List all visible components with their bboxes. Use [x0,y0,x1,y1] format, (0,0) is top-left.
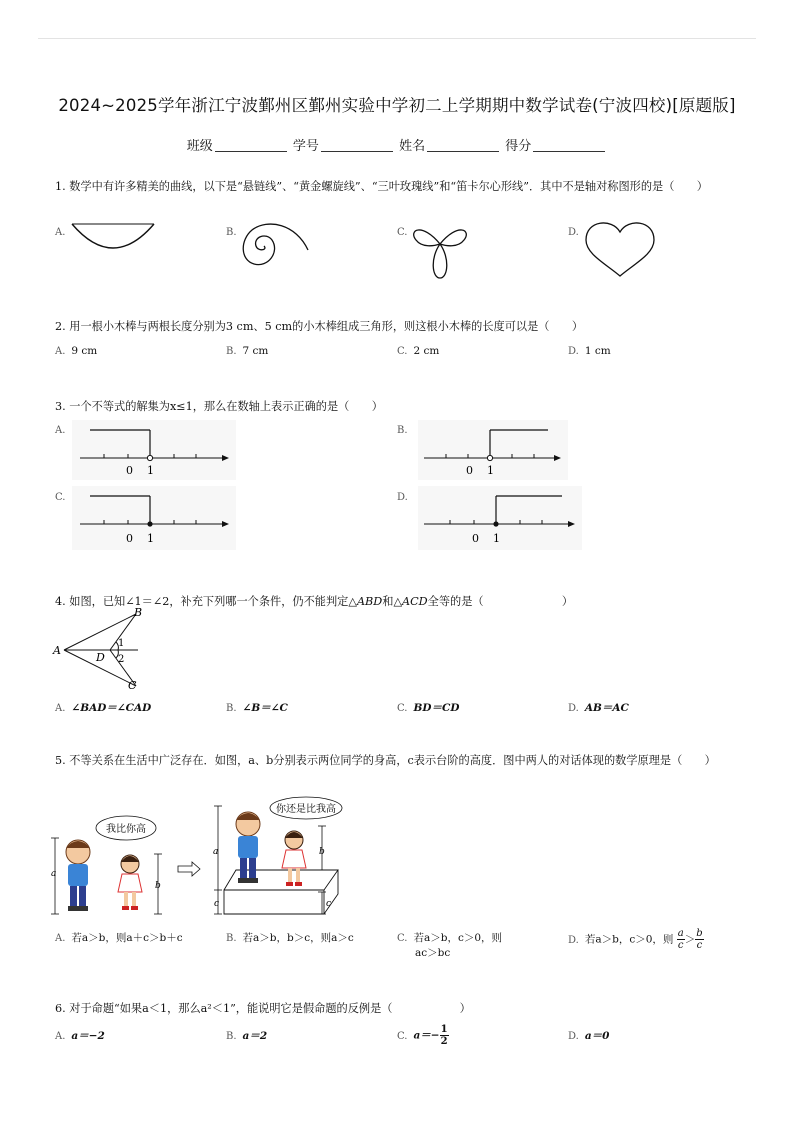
question-1 [55,178,754,195]
question-4: 4. 如图，已知∠1＝∠2，补充下列哪一个条件，仍不能判定△ABD和△ACD全等的是（ ） [55,595,574,608]
student-info-row [0,135,794,154]
height-comparison-illustration [48,796,378,922]
option-2a[interactable]: A. 9 cm [55,345,98,357]
golden-spiral-icon [238,220,318,274]
option-2d[interactable]: D. 1 cm [568,345,611,357]
question-text: 用一根小木棒与两根长度分别为3 cm、5 cm的小木棒组成三角形，则这根小木棒的长度可以是（ ） [69,320,584,333]
svg-text:C: C [128,679,137,692]
option-6a[interactable]: A. a＝−2 [55,1030,105,1042]
svg-text:c: c [214,899,220,909]
number-line-left-closed-icon [72,486,236,550]
svg-text:1: 1 [118,638,125,649]
top-divider [38,38,756,39]
question-number: 1. [55,180,66,193]
score-label: 得分 [505,139,532,154]
svg-text:c: c [326,899,332,909]
question-number: 5. [55,754,66,767]
svg-text:A: A [53,644,61,657]
question-number: 6. [55,1002,66,1015]
question-text: 不等关系在生活中广泛存在．如图，a、b分别表示两位同学的身高，c表示台阶的高度．图中两人的对话体现的数学原理是（ ） [69,754,716,767]
svg-text:b: b [155,881,161,891]
question-6 [55,1000,754,1017]
svg-text:b: b [319,847,325,857]
option-6c[interactable]: C. a＝− $\frac{1}{2}$ [397,1024,448,1047]
option-3a[interactable]: A. [55,425,66,436]
option-4c[interactable]: C. BD＝CD [397,702,460,714]
question-3 [55,398,754,415]
question-number: 4. [55,595,66,608]
question-number: 3. [55,400,66,413]
student-id-label: 学号 [292,139,319,154]
option-5b[interactable]: B. 若a＞b，b＞c，则a＞c [226,932,354,944]
option-6d[interactable]: D. a＝0 [568,1030,610,1042]
svg-text:你还是比我高: 你还是比我高 [276,804,336,815]
svg-text:1: 1 [487,464,494,477]
option-2c[interactable]: C. 2 cm [397,345,440,357]
score-blank[interactable] [533,137,605,152]
question-5 [55,752,754,769]
option-5d[interactable]: D. 若a＞b，c＞0，则 $\frac{a}{c}$ ＞ $\frac{b}{c}$ [568,928,703,951]
question-number: 2. [55,320,66,333]
option-1a[interactable]: A. [55,227,66,238]
svg-text:0: 0 [126,532,133,545]
option-3b[interactable]: B. [397,425,408,436]
option-5c[interactable]: C. 若a＞b，c＞0，则 ac＞bc [397,932,503,959]
svg-text:0: 0 [466,464,473,477]
catenary-curve-icon [70,222,156,262]
option-3c[interactable]: C. [55,492,66,503]
svg-text:1: 1 [147,532,154,545]
svg-text:D: D [96,651,105,664]
label-1: 1 [147,464,154,477]
number-line-right-open-icon [418,420,568,480]
svg-text:a: a [51,869,57,879]
option-1b[interactable]: B. [226,227,237,238]
option-1c[interactable]: C. [397,227,408,238]
page-title: 2024~2025学年浙江宁波鄞州区鄞州实验中学初二上学期期中数学试卷(宁波四校)[原题版] [58,96,736,115]
question-2 [55,318,754,335]
option-1d[interactable]: D. [568,227,579,238]
svg-text:B: B [134,606,143,619]
option-5a[interactable]: A. 若a＞b，则a＋c＞b＋c [55,932,183,944]
question-text: 一个不等式的解集为x≤1，那么在数轴上表示正确的是（ ） [69,400,383,413]
name-blank[interactable] [427,137,499,152]
option-3d[interactable]: D. [397,492,408,503]
svg-text:2: 2 [118,654,125,665]
question-text: 数学中有许多精美的曲线，以下是“悬链线”、“黄金螺旋线”、“三叶玫瑰线”和“笛卡尔心形线”．其中不是轴对称图形的是（ ） [69,180,708,193]
name-label: 姓名 [399,139,426,154]
option-6b[interactable]: B. a＝2 [226,1030,268,1042]
student-id-blank[interactable] [321,137,393,152]
class-blank[interactable] [215,137,287,152]
svg-text:a: a [213,847,219,857]
svg-text:我比你高: 我比你高 [106,824,146,835]
number-line-left-open-icon [72,420,236,480]
number-line-right-closed-icon [418,486,582,550]
label-0: 0 [126,464,133,477]
cardioid-heart-icon [582,218,658,278]
option-2b[interactable]: B. 7 cm [226,345,269,357]
question-text: 对于命题“如果a＜1，那么a²＜1”，能说明它是假命题的反例是（ ） [69,1002,471,1015]
option-4d[interactable]: D. AB＝AC [568,702,629,714]
svg-text:0: 0 [472,532,479,545]
triangle-figure-icon [52,606,152,692]
three-leaf-rose-icon [412,218,468,282]
class-label: 班级 [186,139,213,154]
option-4a[interactable]: A. ∠BAD＝∠CAD [55,702,152,714]
svg-text:1: 1 [493,532,500,545]
option-4b[interactable]: B. ∠B＝∠C [226,702,288,714]
